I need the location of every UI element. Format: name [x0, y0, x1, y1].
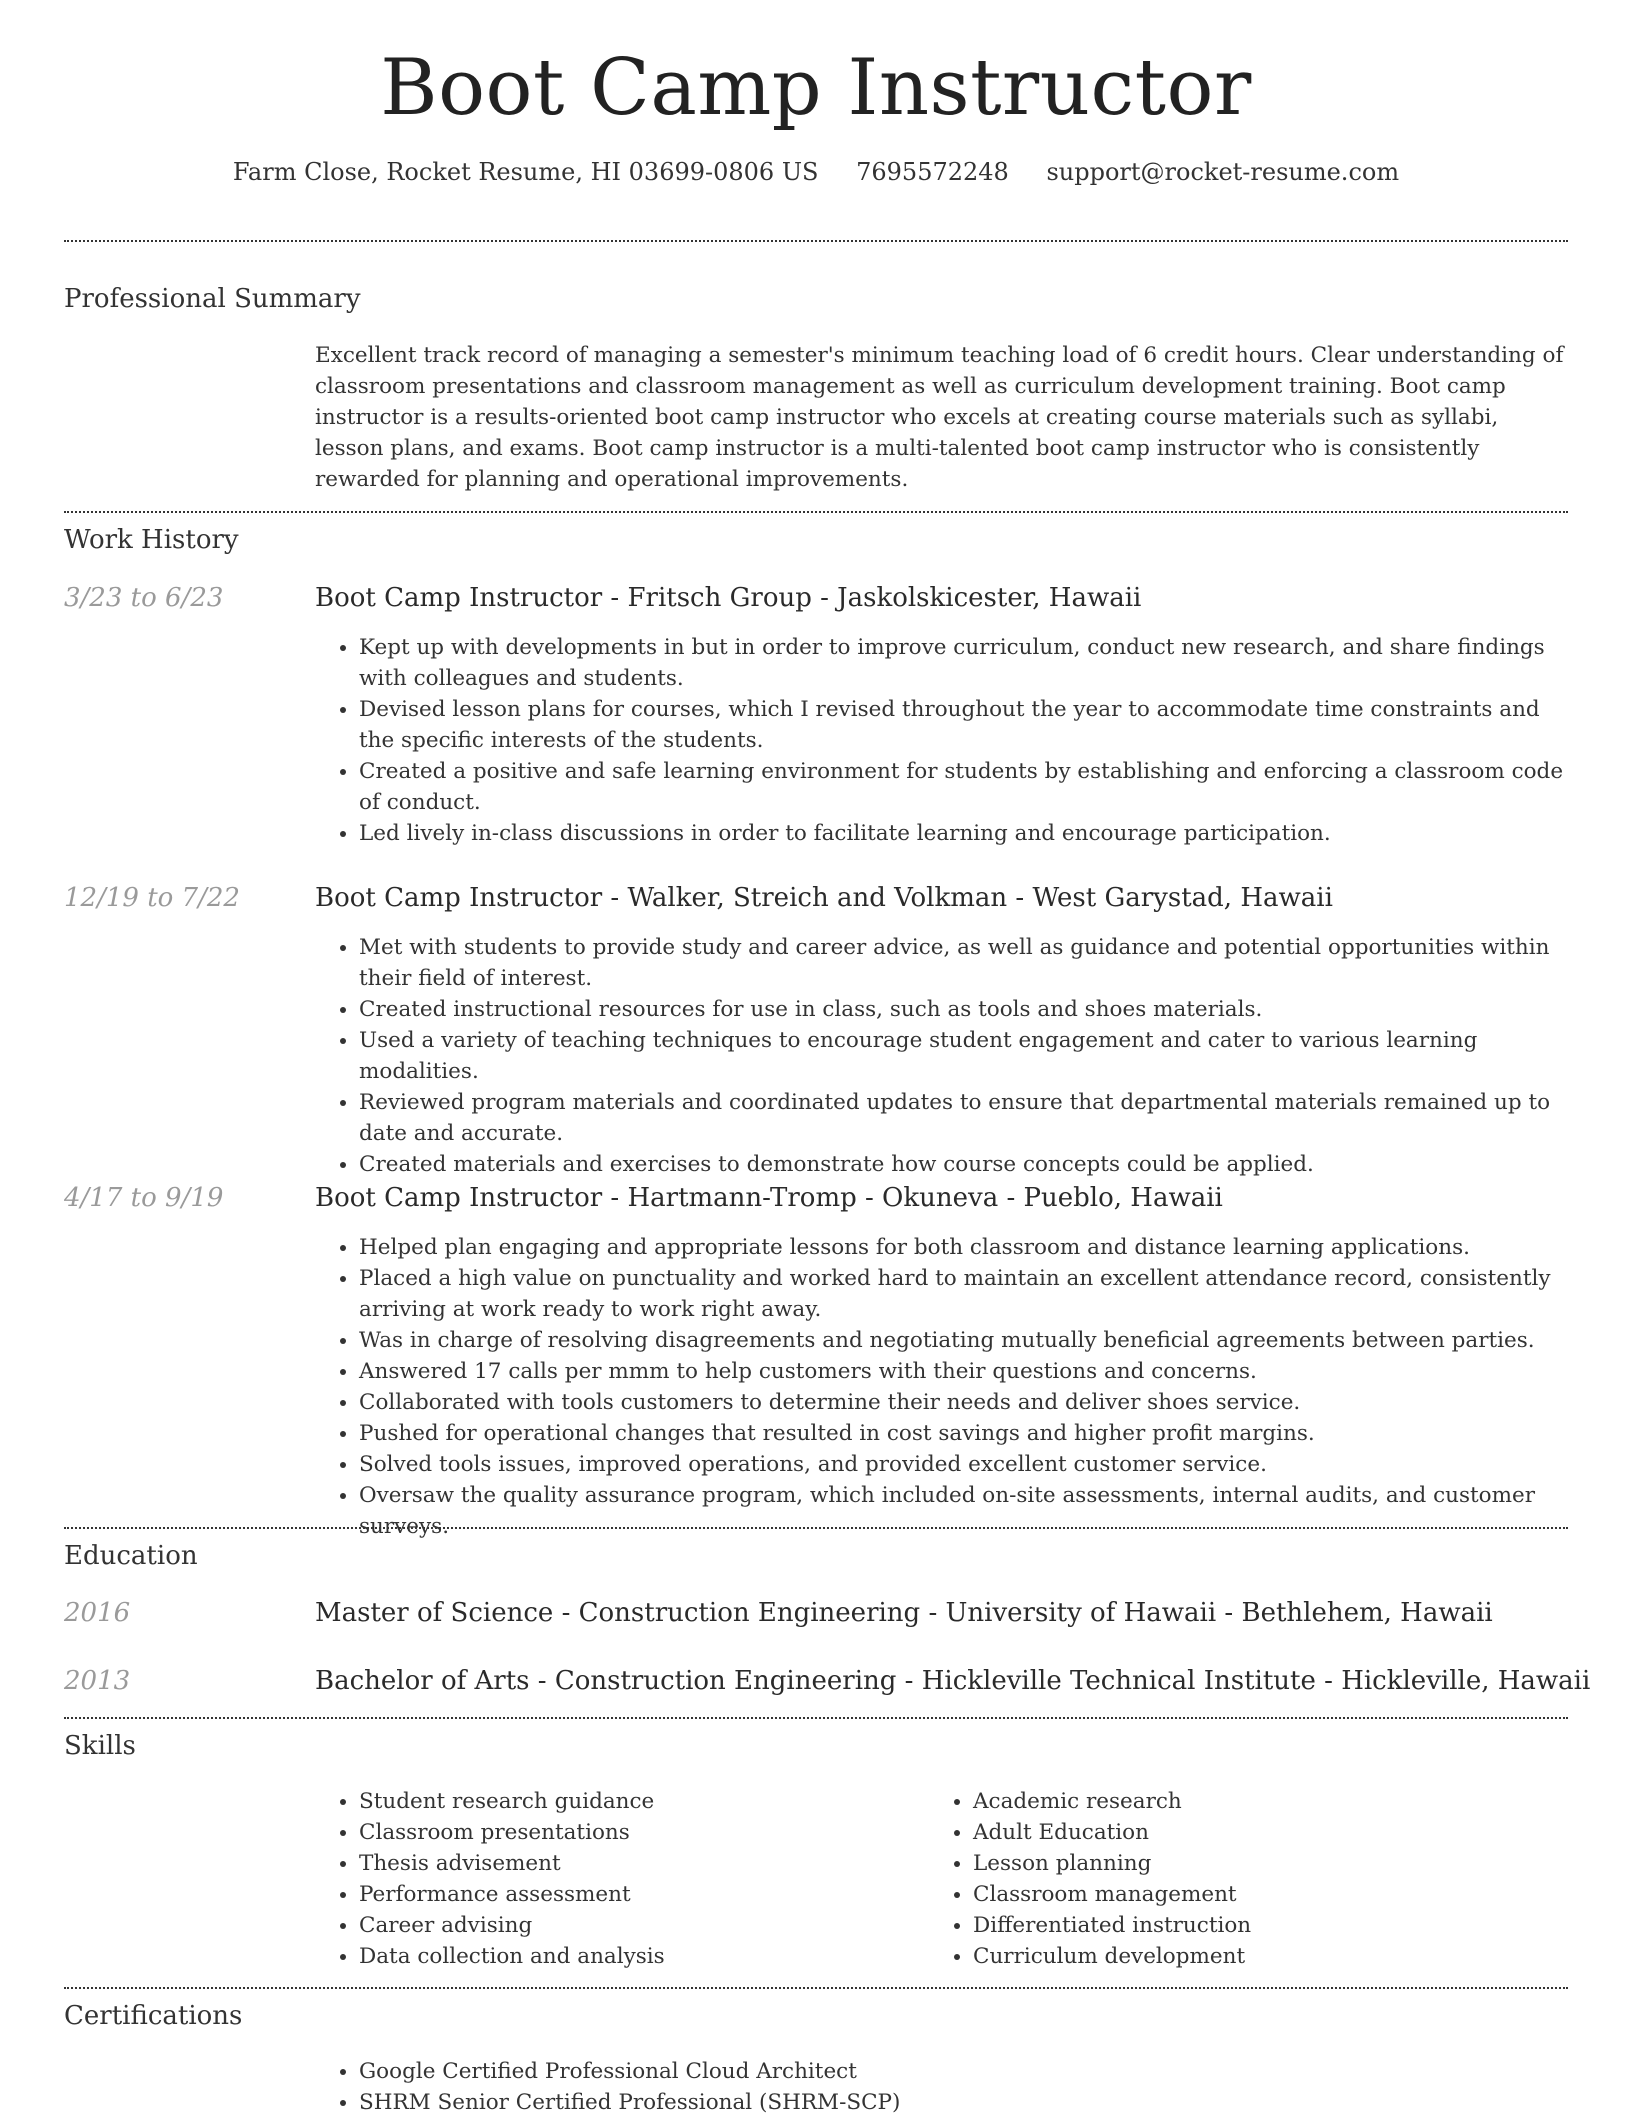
skill-item: • Data collection and analysis [359, 1941, 875, 1972]
skill-item: • Lesson planning [973, 1848, 1489, 1879]
job-dates: 3/23 to 6/23 [64, 583, 224, 613]
job-dates: 12/19 to 7/22 [64, 883, 240, 913]
certification-item: • Google Certified Professional Cloud Architect [359, 2056, 1568, 2087]
contact-address: Farm Close, Rocket Resume, HI 03699-0806 US [232, 157, 819, 186]
job-bullet: • Collaborated with tools customers to determine their needs and deliver shoes service. [359, 1387, 1568, 1418]
skill-item: • Adult Education [973, 1817, 1489, 1848]
skill-item: • Curriculum development [973, 1941, 1489, 1972]
job-bullet: • Devised lesson plans for courses, which I revised throughout the year to accommodate time constraints and the specific interests of the students. [359, 694, 1568, 756]
job-bullet: • Led lively in-class discussions in order to facilitate learning and encourage participation. [359, 818, 1568, 849]
job-heading: Boot Camp Instructor - Walker, Streich and Volkman - West Garystad, Hawaii [315, 883, 1333, 913]
job-heading: Boot Camp Instructor - Fritsch Group - Jaskolskicester, Hawaii [315, 583, 1142, 613]
education-degree: Bachelor of Arts - Construction Engineering - Hickleville Technical Institute - Hickleville, Hawaii [315, 1666, 1591, 1696]
job-dates: 4/17 to 9/19 [64, 1183, 224, 1213]
section-divider [64, 1987, 1568, 1989]
section-title-education: Education [64, 1541, 198, 1571]
section-divider [64, 240, 1568, 242]
certifications-list [315, 2056, 1568, 2118]
job-bullet: • Answered 17 calls per mmm to help customers with their questions and concerns. [359, 1356, 1568, 1387]
skills-list-left [315, 1786, 875, 1972]
job-bullet: • Created materials and exercises to demonstrate how course concepts could be applied. [359, 1149, 1568, 1180]
skill-item: • Classroom presentations [359, 1817, 875, 1848]
section-divider [64, 1527, 1568, 1529]
education-year: 2013 [64, 1666, 131, 1696]
job-bullet: • Met with students to provide study and career advice, as well as guidance and potential opportunities within their field of interest. [359, 932, 1568, 994]
job-bullet: • Solved tools issues, improved operations, and provided excellent customer service. [359, 1449, 1568, 1480]
skill-item: • Performance assessment [359, 1879, 875, 1910]
summary-text: Excellent track record of managing a semester's minimum teaching load of 6 credit hours. Clear understanding of classroom presentations and classroom management as well as curriculum development training. Boot camp instructor is a results-oriented boot camp instructor who excels at creating course materials such as syllabi, lesson plans, and exams. Boot camp instructor is a multi-talented boot camp instructor who is consistently rewarded for planning and operational improvements. [315, 343, 1564, 492]
job-bullet: • Created a positive and safe learning environment for students by establishing and enforcing a classroom code of conduct. [359, 756, 1568, 818]
section-divider [64, 511, 1568, 513]
certification-item: • SHRM Senior Certified Professional (SHRM-SCP) [359, 2087, 1568, 2118]
section-divider [64, 1717, 1568, 1719]
section-title-work-history: Work History [64, 525, 239, 555]
job-bullets [315, 632, 1568, 849]
contact-line [64, 158, 1568, 186]
skills-list-right [929, 1786, 1489, 1972]
job-bullet: • Placed a high value on punctuality and worked hard to maintain an excellent attendance record, consistently arriving at work ready to work right away. [359, 1263, 1568, 1325]
job-bullet: • Created instructional resources for use in class, such as tools and shoes materials. [359, 994, 1568, 1025]
candidate-name: Boot Camp Instructor [380, 43, 1252, 133]
job-bullet: • Reviewed program materials and coordinated updates to ensure that departmental materials remained up to date and accurate. [359, 1087, 1568, 1149]
section-title-skills: Skills [64, 1731, 136, 1761]
job-bullet: • Oversaw the quality assurance program, which included on-site assessments, internal audits, and customer surveys. [359, 1480, 1568, 1542]
job-heading: Boot Camp Instructor - Hartmann-Tromp - Okuneva - Pueblo, Hawaii [315, 1183, 1223, 1213]
job-bullet: • Used a variety of teaching techniques to encourage student engagement and cater to various learning modalities. [359, 1025, 1568, 1087]
contact-email: support@rocket-resume.com [1046, 157, 1400, 186]
skill-item: • Career advising [359, 1910, 875, 1941]
job-bullet: • Kept up with developments in but in order to improve curriculum, conduct new research, and share findings with colleagues and students. [359, 632, 1568, 694]
job-bullets [315, 932, 1568, 1180]
section-title-certifications: Certifications [64, 2001, 243, 2031]
skill-item: • Student research guidance [359, 1786, 875, 1817]
skill-item: • Differentiated instruction [973, 1910, 1489, 1941]
job-bullet: • Helped plan engaging and appropriate lessons for both classroom and distance learning applications. [359, 1232, 1568, 1263]
job-bullets [315, 1232, 1568, 1542]
job-bullet: • Pushed for operational changes that resulted in cost savings and higher profit margins. [359, 1418, 1568, 1449]
skill-item: • Thesis advisement [359, 1848, 875, 1879]
skill-item: • Academic research [973, 1786, 1489, 1817]
resume-header [64, 40, 1568, 186]
section-title-summary: Professional Summary [64, 284, 361, 314]
contact-phone: 7695572248 [856, 157, 1009, 186]
job-bullet: • Was in charge of resolving disagreements and negotiating mutually beneficial agreements between parties. [359, 1325, 1568, 1356]
education-degree: Master of Science - Construction Engineering - University of Hawaii - Bethlehem, Hawaii [315, 1598, 1493, 1628]
education-year: 2016 [64, 1598, 131, 1628]
skill-item: • Classroom management [973, 1879, 1489, 1910]
